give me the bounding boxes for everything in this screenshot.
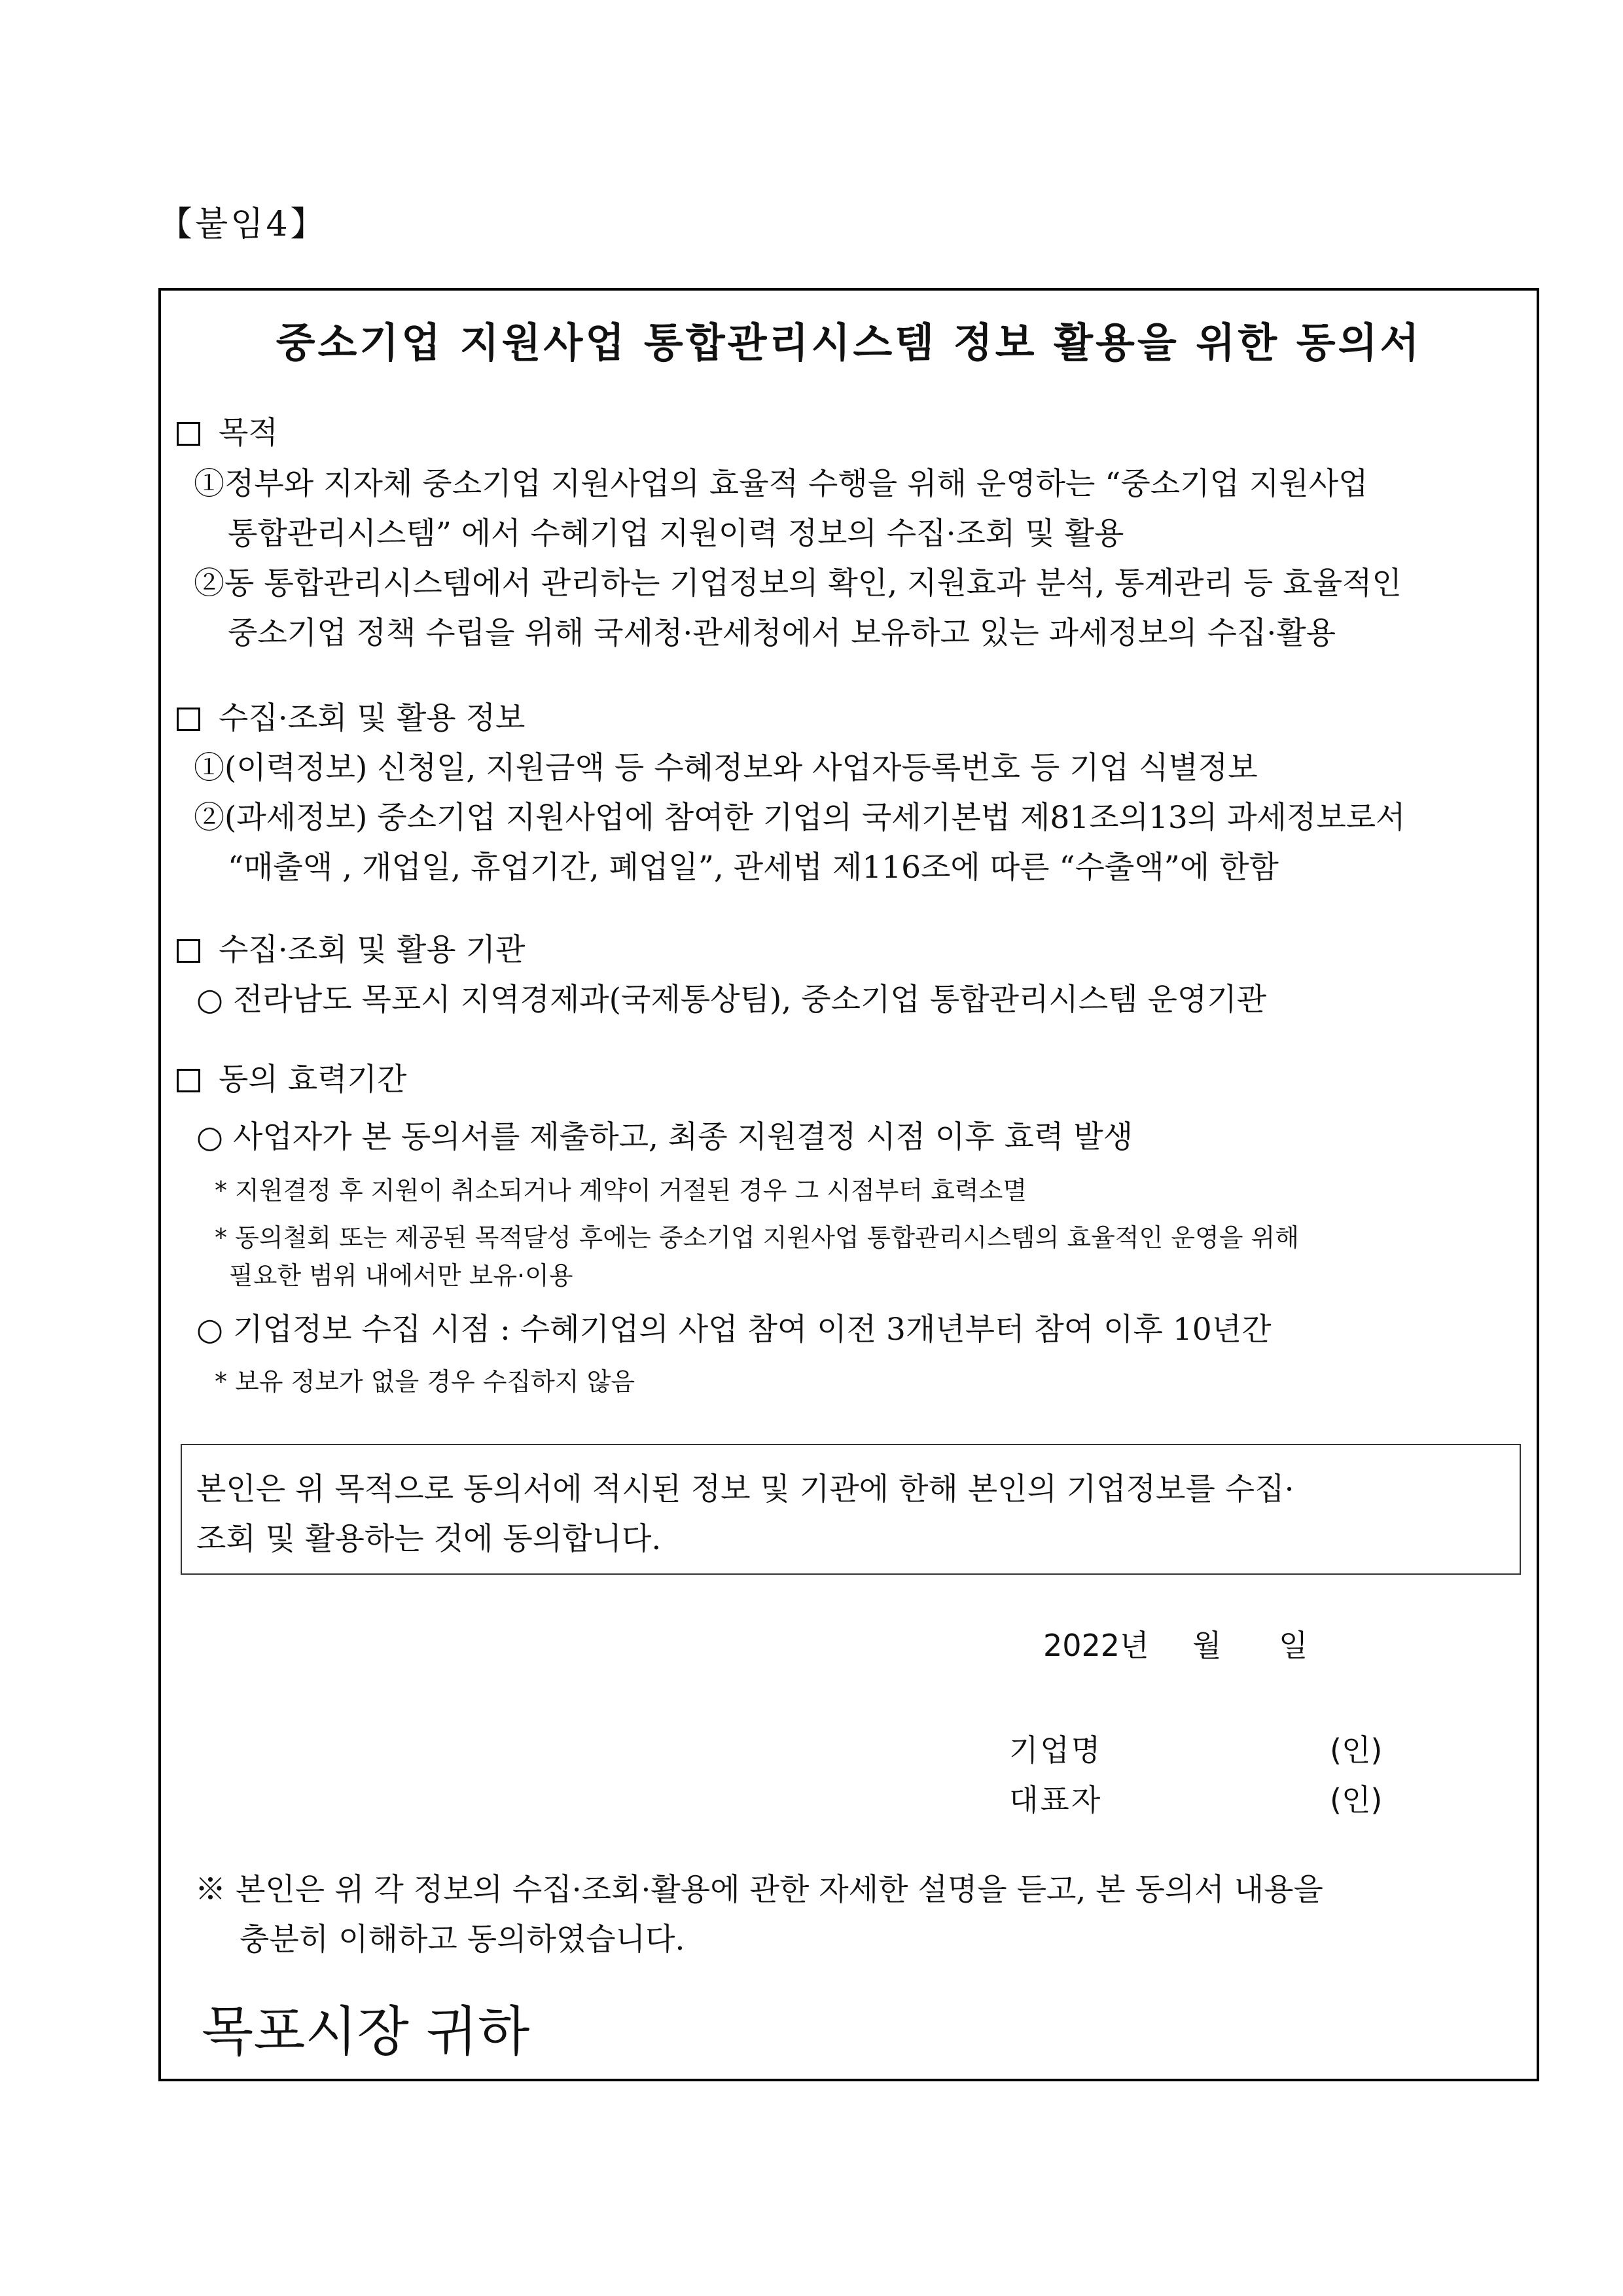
info-item-1: ①(이력정보) 신청일, 지원금액 등 수혜정보와 사업자등록번호 등 기업 식별정보 bbox=[194, 750, 1258, 786]
period-item-1: ○ 사업자가 본 동의서를 제출하고, 최종 지원결정 시점 이후 효력 발생 bbox=[196, 1119, 1133, 1155]
section-period-label: 동의 효력기간 bbox=[219, 1062, 407, 1098]
representative-seal: (인) bbox=[1330, 1782, 1383, 1818]
period-item-2: ○ 기업정보 수집 시점 : 수혜기업의 사업 참여 이전 3개년부터 참여 이후 10년간 bbox=[196, 1312, 1272, 1348]
agreement-line-1: 본인은 위 목적으로 동의서에 적시된 정보 및 기관에 한해 본인의 기업정보를 수집· bbox=[196, 1471, 1294, 1507]
date-month: 월 bbox=[1192, 1628, 1222, 1663]
info-item-2: ②(과세정보) 중소기업 지원사업에 참여한 기업의 국세기본법 제81조의13의 과세정보로서 bbox=[194, 800, 1406, 836]
consent-form bbox=[158, 288, 1539, 2081]
footer-note-line-2: 충분히 이해하고 동의하였습니다. bbox=[240, 1922, 685, 1958]
company-name-label: 기업명 bbox=[1009, 1732, 1103, 1768]
purpose-item-1-cont: 통합관리시스템” 에서 수혜기업 지원이력 정보의 수집·조회 및 활용 bbox=[228, 516, 1124, 552]
info-item-2-cont: “매출액 , 개업일, 휴업기간, 폐업일”, 관세법 제116조에 따른 “수출액”에 한함 bbox=[228, 850, 1279, 886]
section-info-heading bbox=[177, 694, 525, 738]
checkbox-icon bbox=[177, 1069, 200, 1092]
section-purpose-label: 목적 bbox=[219, 415, 278, 451]
form-title: 중소기업 지원사업 통합관리시스템 정보 활용을 위한 동의서 bbox=[276, 319, 1422, 367]
section-info-label: 수집·조회 및 활용 정보 bbox=[219, 700, 526, 736]
period-note-2: * 동의철회 또는 제공된 목적달성 후에는 중소기업 지원사업 통합관리시스템의 효율적인 운영을 위해 bbox=[215, 1223, 1299, 1252]
footer-note-line-1: ※ 본인은 위 각 정보의 수집·조회·활용에 관한 자세한 설명을 듣고, 본 동의서 내용을 bbox=[195, 1872, 1323, 1908]
section-period-heading bbox=[177, 1055, 406, 1099]
checkbox-icon bbox=[177, 939, 200, 963]
section-agency-heading bbox=[177, 925, 525, 969]
addressee: 목포시장 귀하 bbox=[202, 2001, 530, 2063]
agency-item: ○ 전라남도 목포시 지역경제과(국제통상팀), 중소기업 통합관리시스템 운영기관 bbox=[196, 982, 1267, 1018]
purpose-item-1: ①정부와 지자체 중소기업 지원사업의 효율적 수행을 위해 운영하는 “중소기업 지원사업 bbox=[194, 466, 1368, 502]
period-note-3: * 보유 정보가 없을 경우 수집하지 않음 bbox=[215, 1367, 635, 1396]
agreement-box bbox=[181, 1444, 1521, 1575]
representative-label: 대표자 bbox=[1009, 1782, 1103, 1818]
purpose-item-2-cont: 중소기업 정책 수립을 위해 국세청·관세청에서 보유하고 있는 과세정보의 수집·활용 bbox=[228, 615, 1336, 651]
period-note-1: * 지원결정 후 지원이 취소되거나 계약이 거절된 경우 그 시점부터 효력소멸 bbox=[215, 1176, 1027, 1205]
checkbox-icon bbox=[177, 422, 200, 446]
section-purpose-heading bbox=[177, 408, 278, 452]
agreement-line-2: 조회 및 활용하는 것에 동의합니다. bbox=[196, 1521, 662, 1557]
checkbox-icon bbox=[177, 708, 200, 731]
purpose-item-2: ②동 통합관리시스템에서 관리하는 기업정보의 확인, 지원효과 분석, 통계관리 등 효율적인 bbox=[194, 565, 1402, 601]
date-year: 2022년 bbox=[1043, 1628, 1149, 1663]
attachment-label: 【붙임4】 bbox=[158, 205, 327, 244]
period-note-2-cont: 필요한 범위 내에서만 보유·이용 bbox=[229, 1261, 573, 1290]
section-agency-label: 수집·조회 및 활용 기관 bbox=[219, 932, 526, 968]
date-day: 일 bbox=[1279, 1628, 1308, 1663]
company-seal: (인) bbox=[1330, 1732, 1383, 1768]
